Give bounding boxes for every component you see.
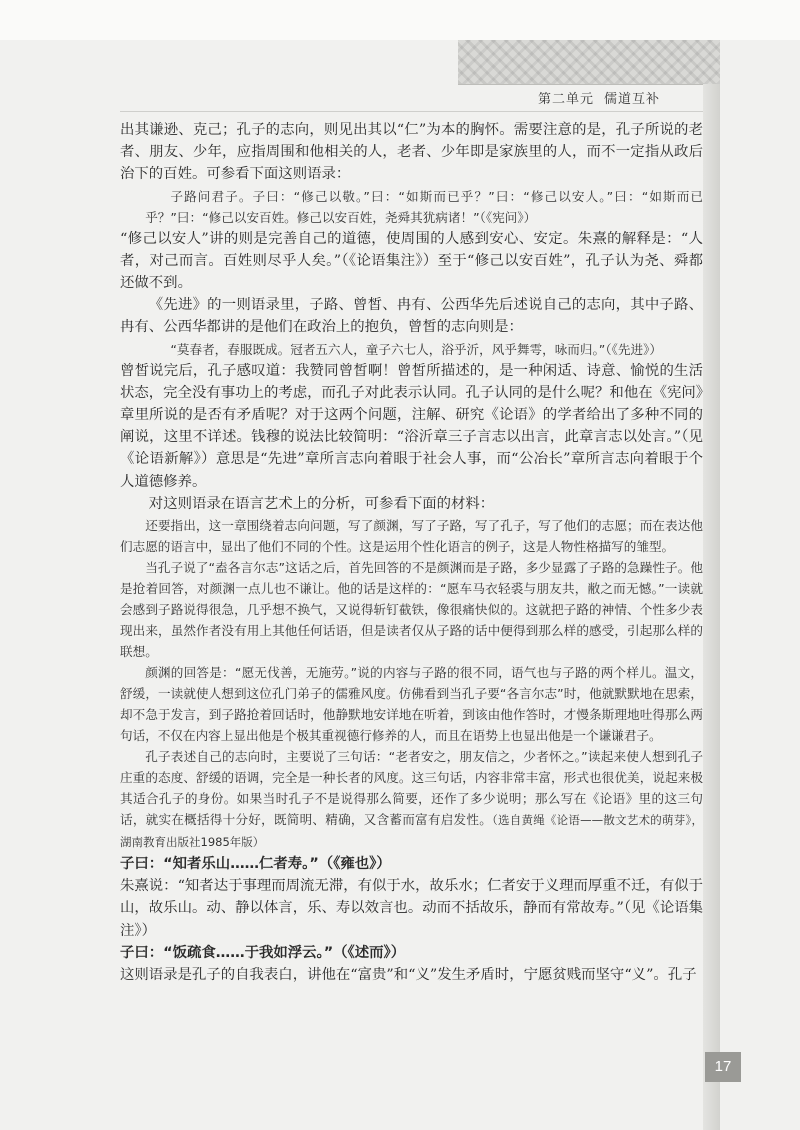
paragraph: 曾皙说完后，孔子感叹道：我赞同曾皙啊！曾皙所描述的，是一种闲适、诗意、愉悦的生活状态，完全没有事功上的考虑，而孔子对此表示认同。孔子认同的是什么呢？和他在《宪问》章里所说的是否有矛盾呢？对于这两个问题，注解、研究《论语》的学者给出了多种不同的阐说，这里不详述。钱穆的说法比较简明：“浴沂章三子言志以出言，此章言志以处言。”（见《论语新解》）意思是“先进”章所言志向着眼于社会人事，而“公冶长”章所言志向着眼于个人道德修养。 [120,362,703,490]
section-heading [120,942,703,964]
excerpt-text: 孔子表述自己的志向时，主要说了三句话：“老者安之，朋友信之，少者怀之。”读起来使人想到孔子庄重的态度、舒缓的语调，完全是一种长者的风度。这三句话，内容非常丰富，形式也很优美，说起来极其适合孔子的身份。如果当时孔子不是说得那么简要，还作了多少说明；那么写在《论语》里的这三句话，就实在概括得十分好，既简明、精确，又含蓄而富有启发性。 [120,749,703,828]
excerpt-paragraph: 还要指出，这一章围绕着志向问题，写了颜渊，写了子路，写了孔子，写了他们的志愿；而在表达他们志愿的语言中，显出了他们不同的个性。这是运用个性化语言的例子，这是人物性格描写的雏型。 [120,518,703,555]
paragraph: 这则语录是孔子的自我表白，讲他在“富贵”和“义”发生矛盾时，宁愿贫贱而坚守“义”。孔子 [120,967,697,984]
header-ornament [458,40,720,85]
unit-title: 儒道互补 [604,92,661,107]
paragraph: 对这则语录在语言艺术上的分析，可参看下面的材料： [148,495,495,512]
unit-label: 第二单元 [538,92,595,107]
excerpt-paragraph: 当孔子说了“盍各言尔志”这话之后，首先回答的不是颜渊而是子路，多少显露了子路的急躁性子。他是抢着回答，对颜渊一点儿也不谦让。他的话是这样的：“愿车马衣轻裘与朋友共，敝之而无憾。”一读就会感到子路说得很急，几乎想不换气，又说得斩钉截铁，像很痛快似的。这就把子路的神情、个性多少表现出来，虽然作者没有用上其他任何话语，但是读者仅从子路的话中便得到那么样的感受，引起那么样的联想。 [120,560,703,660]
running-header [538,88,660,107]
header-rule [120,111,703,112]
excerpt-source: （选自黄绳《论语——散文艺术的萌芽》，湖南教育出版社1985年版） [120,813,703,850]
paragraph: 出其谦逊、克己；孔子的志向，则见出其以“仁”为本的胸怀。需要注意的是，孔子所说的老者、朋友、少年，应指周围和他相关的人，老者、少年即是家族里的人，而不一定指从政后治下的百姓。可参看下面这则语录： [120,122,703,183]
quotation: “莫春者，春服既成。冠者五六人，童子六七人，浴乎沂，风乎舞雩，咏而归。”（《先进》） [170,341,662,357]
excerpt-paragraph [120,746,703,853]
right-margin-strip [703,84,720,1130]
paragraph: 《先进》的一则语录里，子路、曾皙、冉有、公西华先后述说自己的志向，其中子路、冉有、公西华都讲的是他们在政治上的抱负，曾皙的志向则是： [120,297,703,336]
excerpt-paragraph: 颜渊的回答是：“愿无伐善，无施劳。”说的内容与子路的很不同，语气也与子路的两个样儿。温文，舒缓，一读就使人想到这位孔门弟子的儒雅风度。仿佛看到当孔子要“各言尔志”时，他就默默地在思索，却不急于发言，到子路抢着回话时，他静默地安详地在听着，到该由他作答时，才慢条斯理地吐得那么两句话，不仅在内容上显出他是个极其重视德行修养的人，而且在语势上也显出他是一个谦谦君子。 [120,665,703,744]
paragraph: 朱熹说：“知者达于事理而周流无滞，有似于水，故乐水；仁者安于义理而厚重不迁，有似于山，故乐山。动、静以体言，乐、寿以效言也。动而不括故乐，静而有常故寿。”（见《论语集注》） [120,878,703,939]
quotation: 子路问君子。子曰：“修己以敬。”曰：“如斯而已乎？”曰：“修己以安人。”曰：“如斯而已乎？”曰：“修己以安百姓。修己以安百姓，尧舜其犹病诸！”（《宪问》） [145,188,703,225]
page-body [120,119,703,986]
section-heading [120,853,703,875]
page-top [0,0,800,40]
page-number: 17 [705,1052,741,1082]
heading-text: 子曰：“知者乐山……仁者寿。”（《雍也》） [120,856,391,873]
paragraph: “修己以安人”讲的则是完善自己的道德，使周围的人感到安心、安定。朱熹的解释是：“人者，对己而言。百姓则尽乎人矣。”（《论语集注》）至于“修己以安百姓”，孔子认为尧、舜都还做不到。 [120,230,703,292]
heading-text: 子曰：“饭疏食……于我如浮云。”（《述而》） [120,944,406,961]
